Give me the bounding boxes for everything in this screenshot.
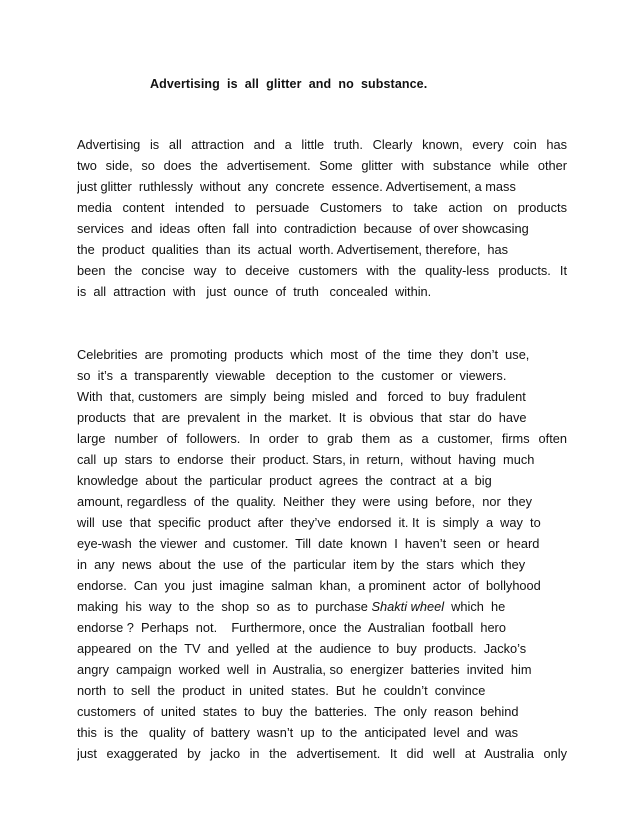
text-line: north to sell the product in united states. But he couldn’t convince	[77, 683, 486, 698]
text-line: been the concise way to deceive customers with the quality-less products. It	[77, 263, 567, 278]
paragraph-1	[77, 134, 567, 302]
text-line-with-italic	[77, 596, 567, 617]
text-line: the product qualities than its actual worth. Advertisement, therefore, has	[77, 242, 509, 257]
text-line: amount, regardless of the quality. Neither they were using before, nor they	[77, 494, 533, 509]
italic-product-name: Shakti wheel	[371, 599, 445, 614]
text-line: just glitter ruthlessly without any concrete essence. Advertisement, a mass	[77, 179, 516, 194]
text-line: media content intended to persuade Customers to take action on products	[77, 200, 567, 215]
text-line: call up stars to endorse their product. Stars, in return, without having much	[77, 452, 535, 467]
text-line: knowledge about the particular product agrees the contract at a big	[77, 473, 492, 488]
text-line: With that, customers are simply being misled and forced to buy fradulent	[77, 389, 526, 404]
text-line: services and ideas often fall into contradiction because of over showcasing	[77, 221, 529, 236]
paragraph-2	[77, 344, 567, 764]
text-line: this is the quality of battery wasn’t up to the anticipated level and was	[77, 725, 519, 740]
text-line: angry campaign worked well in Australia, so energizer batteries invited him	[77, 662, 532, 677]
text-line: products that are prevalent in the market. It is obvious that star do have	[77, 410, 527, 425]
text-line: in any news about the use of the particular item by the stars which they	[77, 557, 526, 572]
text-line: just exaggerated by jacko in the advertisement. It did well at Australia only	[77, 746, 567, 761]
document-title: Advertising is all glitter and no substance.	[150, 77, 428, 91]
text-line: is all attraction with just ounce of truth concealed within.	[77, 284, 432, 299]
text-segment: which he	[444, 599, 506, 614]
text-line: appeared on the TV and yelled at the audience to buy products. Jacko’s	[77, 641, 527, 656]
text-line: endorse. Can you just imagine salman khan, a prominent actor of bollyhood	[77, 578, 541, 593]
text-line: so it’s a transparently viewable deception to the customer or viewers.	[77, 368, 507, 383]
text-line: Celebrities are promoting products which most of the time they don’t use,	[77, 347, 530, 362]
text-line: customers of united states to buy the batteries. The only reason behind	[77, 704, 519, 719]
text-line: large number of followers. In order to grab them as a customer, firms often	[77, 431, 567, 446]
text-line: endorse ? Perhaps not. Furthermore, once the Australian football hero	[77, 620, 506, 635]
text-line: two side, so does the advertisement. Some glitter with substance while other	[77, 158, 567, 173]
text-segment: making his way to the shop so as to purchase	[77, 599, 372, 614]
text-line: will use that specific product after they’ve endorsed it. It is simply a way to	[77, 515, 541, 530]
text-line: Advertising is all attraction and a little truth. Clearly known, every coin has	[77, 137, 567, 152]
text-line: eye-wash the viewer and customer. Till date known I haven’t seen or heard	[77, 536, 540, 551]
